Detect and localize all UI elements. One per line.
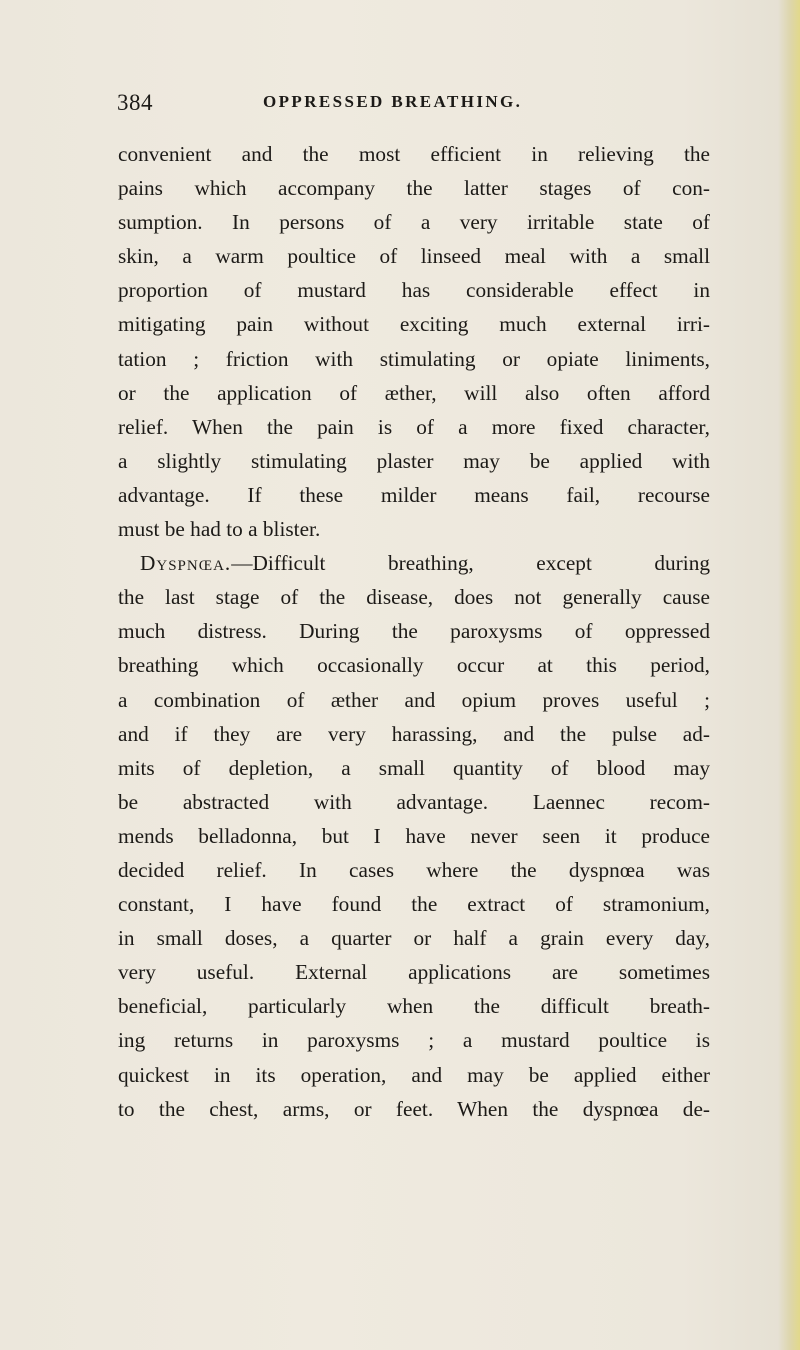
text-line: ing returns in paroxysms ; a mustard poultice is <box>118 1028 710 1053</box>
text-line: mitigating pain without exciting much external irri- <box>118 312 710 337</box>
text-line: mends belladonna, but I have never seen it produce <box>118 823 710 848</box>
text-line: a combination of æther and opium proves useful ; <box>118 687 710 712</box>
text-line: sumption. In persons of a very irritable state of <box>118 210 710 235</box>
text-line: in small doses, a quarter or half a grain every day, <box>118 926 710 951</box>
text-line: tation ; friction with stimulating or opiate liniments, <box>118 346 710 371</box>
text-line: much distress. During the paroxysms of oppressed <box>118 619 710 644</box>
text-line: must be had to a blister. <box>118 517 321 542</box>
text-line: quickest in its operation, and may be applied either <box>118 1062 710 1087</box>
text-line: skin, a warm poultice of linseed meal with a small <box>118 244 710 269</box>
text-line: mits of depletion, a small quantity of blood may <box>118 755 710 780</box>
text-line: and if they are very harassing, and the pulse ad- <box>118 721 710 746</box>
section-heading: Dyspnœa. <box>140 551 232 576</box>
text-line: a slightly stimulating plaster may be applied with <box>118 448 710 473</box>
text-line: be abstracted with advantage. Laennec recom- <box>118 789 710 814</box>
text-line: relief. When the pain is of a more fixed character, <box>118 414 710 439</box>
page-edge <box>778 0 800 1350</box>
text-line: convenient and the most efficient in relieving the <box>118 142 710 166</box>
text-line: beneficial, particularly when the difficult breath- <box>118 994 710 1019</box>
running-head: OPPRESSED BREATHING. <box>263 92 523 111</box>
text-line: decided relief. In cases where the dyspnœa was <box>118 857 710 882</box>
page-number: 384 <box>117 90 153 115</box>
text-line: the last stage of the disease, does not generally cause <box>118 585 710 610</box>
body-text <box>118 137 710 1126</box>
text-line: to the chest, arms, or feet. When the dyspnœa de- <box>118 1096 710 1121</box>
text-line: constant, I have found the extract of stramonium, <box>118 892 710 917</box>
text-line: advantage. If these milder means fail, recourse <box>118 482 710 507</box>
text-line: breathing which occasionally occur at this period, <box>118 653 710 678</box>
text-line: very useful. External applications are sometimes <box>118 960 710 985</box>
section-lead-text: —Difficult breathing, except during <box>231 551 710 576</box>
text-line: or the application of æther, will also often afford <box>118 380 710 405</box>
text-line: proportion of mustard has considerable effect in <box>118 278 710 303</box>
text-line: pains which accompany the latter stages of con- <box>118 176 710 201</box>
section-lead-line <box>118 546 710 580</box>
page-header <box>117 90 737 124</box>
